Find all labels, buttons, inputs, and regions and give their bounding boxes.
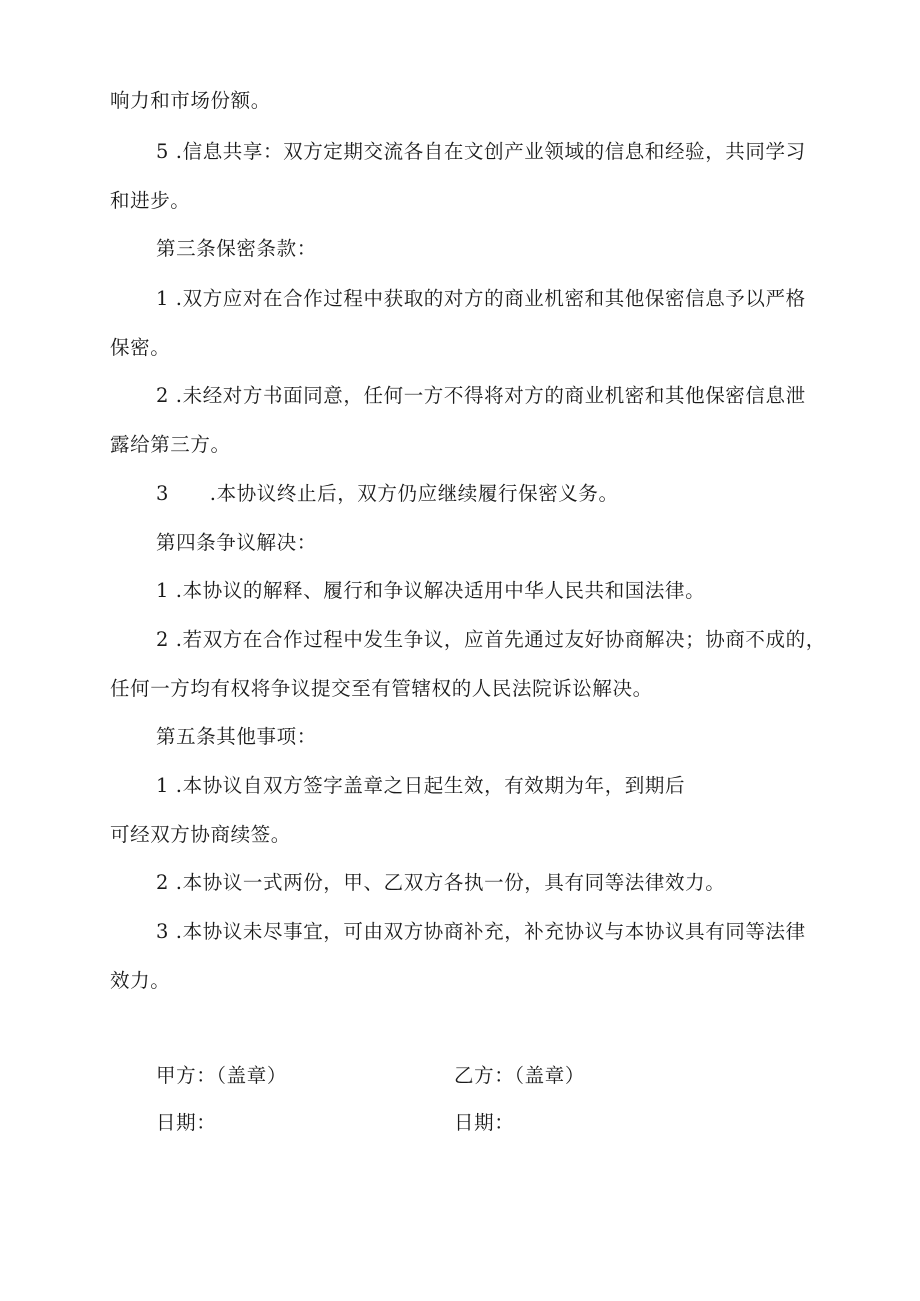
paragraph-line: 3 .本协议未尽事宜，可由双方协商补充，补充协议与本协议具有同等法律	[156, 920, 806, 943]
paragraph-line: 1 .本协议自双方签字盖章之日起生效，有效期为年，到期后	[156, 774, 686, 797]
paragraph-line: 2 .若双方在合作过程中发生争议，应首先通过友好协商解决；协商不成的，	[156, 628, 826, 651]
paragraph-line: 3 .本协议终止后，双方仍应继续履行保密义务。	[156, 482, 619, 505]
paragraph-line: 2 .本协议一式两份，甲、乙双方各执一份，具有同等法律效力。	[156, 871, 726, 894]
paragraph-line: 响力和市场份额。	[110, 89, 271, 112]
paragraph-line: 保密。	[110, 336, 171, 359]
party-a-date-label: 日期：	[156, 1111, 217, 1134]
paragraph-line: 和进步。	[110, 189, 191, 212]
paragraph-line: 2 .未经对方书面同意，任何一方不得将对方的商业机密和其他保密信息泄	[156, 384, 806, 407]
party-b-seal-label: 乙方：（盖章）	[454, 1064, 585, 1087]
paragraph-line: 1 .本协议的解释、履行和争议解决适用中华人民共和国法律。	[156, 579, 706, 602]
paragraph-line: 1 .双方应对在合作过程中获取的对方的商业机密和其他保密信息予以严格	[156, 287, 806, 310]
paragraph-line: 任何一方均有权将争议提交至有管辖权的人民法院诉讼解决。	[110, 677, 653, 700]
section-heading: 第三条保密条款：	[156, 237, 317, 260]
party-a-seal-label: 甲方：（盖章）	[156, 1064, 287, 1087]
paragraph-line: 效力。	[110, 969, 171, 992]
paragraph-line: 露给第三方。	[110, 433, 231, 456]
section-heading: 第四条争议解决：	[156, 531, 317, 554]
party-b-date-label: 日期：	[454, 1111, 515, 1134]
section-heading: 第五条其他事项：	[156, 725, 317, 748]
paragraph-line: 可经双方协商续签。	[110, 823, 291, 846]
paragraph-line: 5 .信息共享：双方定期交流各自在文创产业领域的信息和经验，共同学习	[156, 140, 806, 163]
